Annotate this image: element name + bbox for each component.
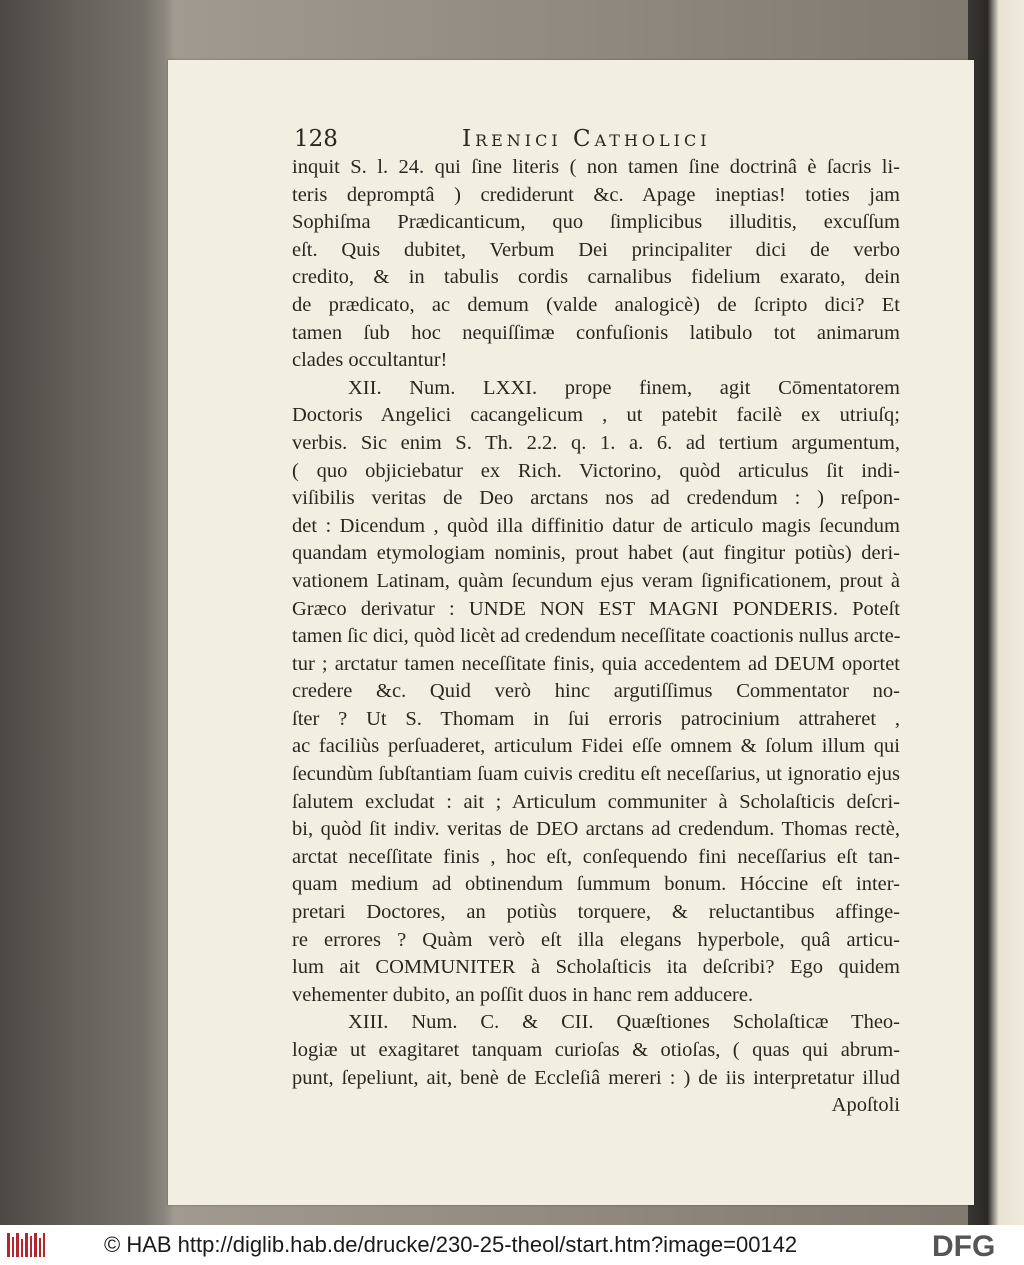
text-line: Græco derivatur : UNDE NON EST MAGNI PONDERIS. Poteſt — [292, 597, 900, 620]
text-line: teris depromptâ ) crediderunt &c. Apage ineptias! toties jam — [292, 183, 900, 206]
text-line: ſter ? Ut S. Thomam in ſui erroris patrocinium attraheret , — [292, 707, 900, 730]
text-line: arctat neceſſitate finis , hoc eſt, conſequendo fini neceſſarius eſt tan- — [292, 845, 900, 868]
next-page-edge — [968, 0, 1024, 1225]
text-line: quam medium ad obtinendum ſummum bonum. Hóccine eſt inter- — [292, 873, 900, 896]
text-line: ſalutem excludat : ait ; Articulum communiter à Scholaſticis deſcri- — [292, 790, 900, 813]
text-line: XIII. Num. C. & CII. Quæſtiones Scholaſticæ Theo- — [348, 1011, 900, 1034]
running-head — [294, 118, 894, 158]
text-line: tur ; arctatur tamen neceſſitate finis, quia accedentem ad DEUM oportet — [292, 652, 900, 675]
text-line: quandam etymologiam nominis, prout habet (aut fingitur potiùs) deri- — [292, 542, 900, 565]
text-line: tamen ſic dici, quòd licèt ad credendum neceſſitate coactionis nullus arcte- — [292, 625, 900, 648]
text-line: credere &c. Quid verò hinc argutiſſimus Commentator no- — [292, 680, 900, 703]
text-line: tamen ſub hoc nequiſſimæ confuſionis latibulo tot animarum — [292, 321, 900, 344]
text-line: XII. Num. LXXI. prope finem, agit Cōmentatorem — [348, 376, 900, 399]
text-line: ( quo objiciebatur ex Rich. Victorino, quòd articulus ſit indi- — [292, 459, 900, 482]
footer-bar — [0, 1225, 1024, 1265]
running-head-title: Irenici Catholici — [462, 126, 711, 152]
text-line: punt, ſepeliunt, ait, benè de Eccleſiâ mereri : ) de iis interpretatur illud — [292, 1066, 900, 1089]
text-line: clades occultantur! — [292, 349, 448, 372]
dfg-logo-text: DFG — [932, 1231, 996, 1259]
text-line: inquit S. l. 24. qui ſine literis ( non tamen ſine doctrinâ è ſacris li- — [292, 156, 900, 178]
text-line: verbis. Sic enim S. Th. 2.2. q. 1. a. 6. ad tertium argumentum, — [292, 431, 900, 454]
text-line: bi, quòd ſit indiv. veritas de DEO arctans ad credendum. Thomas rectè, — [292, 818, 900, 841]
text-line: credito, & in tabulis cordis carnalibus fidelium exarato, dein — [292, 266, 900, 289]
text-line: re errores ? Quàm verò eſt illa elegans hyperbole, quâ articu- — [292, 928, 900, 951]
text-line: ſecundùm ſubſtantiam ſuam cuivis creditu eſt neceſſarius, ut ignoratio ejus — [292, 763, 900, 786]
text-line: logiæ ut exagitaret tanquam curioſas & otioſas, ( quas qui abrum- — [292, 1039, 900, 1061]
text-line: eſt. Quis dubitet, Verbum Dei principaliter dici de verbo — [292, 238, 900, 261]
text-line: de prædicato, ac demum (valde analogicè) de ſcripto dici? Et — [292, 293, 900, 316]
dfg-logo-icon — [932, 1231, 1016, 1259]
text-line: Doctoris Angelici cacangelicum , ut patebit facilè ex utriuſq; — [292, 404, 900, 427]
text-line: pretari Doctores, an potiùs torquere, & reluctantibus affinge- — [292, 901, 900, 924]
text-line: det : Dicendum , quòd illa diffinitio datur de articulo magis ſecundum — [292, 514, 900, 537]
barcode-logo-icon — [6, 1231, 46, 1259]
page-body-text — [292, 154, 900, 1120]
book-page — [168, 60, 974, 1205]
text-line: ac faciliùs perſuaderet, articulum Fidei eſſe omnem & ſolum illum qui — [292, 735, 900, 758]
text-line: viſibilis veritas de Deo arctans nos ad credendum : ) reſpon- — [292, 487, 900, 510]
copyright-url-text: © HAB http://diglib.hab.de/drucke/230-25-theol/start.htm?image=00142 — [104, 1232, 798, 1257]
text-line: Sophiſma Prædicanticum, quo ſimplicibus illuditis, excuſſum — [292, 211, 900, 234]
page-number: 128 — [294, 126, 338, 152]
text-line: vationem Latinam, quàm ſecundum ejus veram ſignificationem, prout à — [292, 569, 900, 592]
catchword: Apoſtoli — [831, 1094, 900, 1117]
text-line: vehementer dubito, an poſſit duos in hanc rem adducere. — [292, 983, 754, 1006]
text-line: lum ait COMMUNITER à Scholaſticis ita deſcribi? Ego quidem — [292, 956, 900, 979]
